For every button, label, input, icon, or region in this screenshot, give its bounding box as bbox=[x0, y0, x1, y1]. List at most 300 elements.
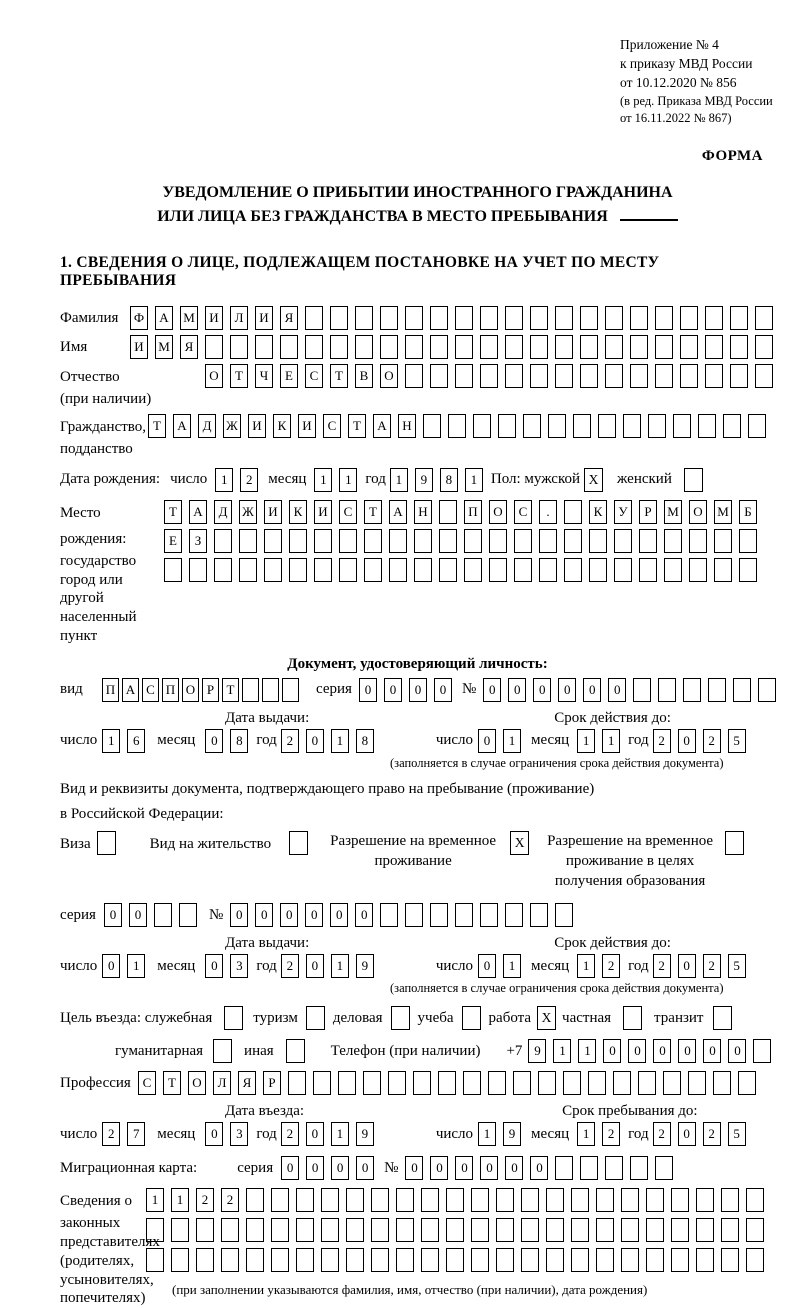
char-cell[interactable]: 1 bbox=[331, 1122, 349, 1146]
char-cell[interactable]: 0 bbox=[405, 1156, 423, 1180]
char-cell[interactable] bbox=[371, 1248, 389, 1272]
char-cell[interactable] bbox=[514, 529, 532, 553]
char-cell[interactable]: . bbox=[539, 500, 557, 524]
char-cell[interactable] bbox=[339, 529, 357, 553]
char-cell[interactable] bbox=[405, 306, 423, 330]
char-cell[interactable]: Т bbox=[164, 500, 182, 524]
char-cell[interactable] bbox=[221, 1248, 239, 1272]
char-cell[interactable]: 1 bbox=[553, 1039, 571, 1063]
char-cell[interactable]: А bbox=[189, 500, 207, 524]
char-cell[interactable]: 0 bbox=[230, 903, 248, 927]
char-cell[interactable] bbox=[673, 414, 691, 438]
char-cell[interactable] bbox=[338, 1071, 356, 1095]
char-cell[interactable]: Я bbox=[280, 306, 298, 330]
char-cell[interactable] bbox=[621, 1248, 639, 1272]
char-cell[interactable]: 2 bbox=[653, 1122, 671, 1146]
char-cell[interactable] bbox=[480, 364, 498, 388]
char-cell[interactable]: 0 bbox=[305, 903, 323, 927]
char-cell[interactable]: 0 bbox=[678, 1122, 696, 1146]
char-cell[interactable] bbox=[355, 335, 373, 359]
purpose-private-checkbox[interactable] bbox=[623, 1006, 642, 1030]
char-cell[interactable]: 9 bbox=[415, 468, 433, 492]
char-cell[interactable] bbox=[505, 364, 523, 388]
char-cell[interactable] bbox=[555, 306, 573, 330]
char-cell[interactable]: 1 bbox=[331, 729, 349, 753]
char-cell[interactable] bbox=[171, 1248, 189, 1272]
char-cell[interactable]: А bbox=[389, 500, 407, 524]
char-cell[interactable]: 0 bbox=[409, 678, 427, 702]
char-cell[interactable]: 9 bbox=[503, 1122, 521, 1146]
char-cell[interactable] bbox=[464, 529, 482, 553]
char-cell[interactable] bbox=[439, 500, 457, 524]
char-cell[interactable] bbox=[708, 678, 726, 702]
char-cell[interactable] bbox=[413, 1071, 431, 1095]
char-cell[interactable]: И bbox=[205, 306, 223, 330]
char-cell[interactable] bbox=[639, 529, 657, 553]
char-cell[interactable]: Л bbox=[213, 1071, 231, 1095]
char-cell[interactable] bbox=[696, 1248, 714, 1272]
char-cell[interactable]: 2 bbox=[240, 468, 258, 492]
char-cell[interactable]: 0 bbox=[384, 678, 402, 702]
char-cell[interactable]: 2 bbox=[281, 1122, 299, 1146]
char-cell[interactable]: Е bbox=[280, 364, 298, 388]
char-cell[interactable] bbox=[688, 1071, 706, 1095]
char-cell[interactable]: 0 bbox=[583, 678, 601, 702]
char-cell[interactable] bbox=[721, 1248, 739, 1272]
char-cell[interactable]: И bbox=[248, 414, 266, 438]
char-cell[interactable]: 2 bbox=[102, 1122, 120, 1146]
char-cell[interactable] bbox=[598, 414, 616, 438]
char-cell[interactable]: 1 bbox=[171, 1188, 189, 1212]
char-cell[interactable]: 0 bbox=[280, 903, 298, 927]
char-cell[interactable]: О bbox=[380, 364, 398, 388]
purpose-business-checkbox[interactable] bbox=[391, 1006, 410, 1030]
char-cell[interactable]: У bbox=[614, 500, 632, 524]
char-cell[interactable]: А bbox=[373, 414, 391, 438]
char-cell[interactable]: 2 bbox=[703, 729, 721, 753]
char-cell[interactable] bbox=[580, 335, 598, 359]
char-cell[interactable]: 0 bbox=[678, 1039, 696, 1063]
char-cell[interactable]: 1 bbox=[503, 729, 521, 753]
char-cell[interactable] bbox=[758, 678, 776, 702]
char-cell[interactable]: Т bbox=[364, 500, 382, 524]
char-cell[interactable] bbox=[689, 529, 707, 553]
char-cell[interactable] bbox=[446, 1188, 464, 1212]
char-cell[interactable]: О bbox=[689, 500, 707, 524]
char-cell[interactable]: 7 bbox=[127, 1122, 145, 1146]
char-cell[interactable]: 0 bbox=[478, 729, 496, 753]
char-cell[interactable] bbox=[623, 414, 641, 438]
char-cell[interactable]: С bbox=[305, 364, 323, 388]
purpose-humanitarian-checkbox[interactable] bbox=[213, 1039, 232, 1063]
char-cell[interactable] bbox=[364, 529, 382, 553]
char-cell[interactable]: 0 bbox=[102, 954, 120, 978]
char-cell[interactable]: 0 bbox=[306, 954, 324, 978]
char-cell[interactable] bbox=[388, 1071, 406, 1095]
char-cell[interactable] bbox=[655, 306, 673, 330]
char-cell[interactable] bbox=[214, 529, 232, 553]
char-cell[interactable] bbox=[589, 529, 607, 553]
char-cell[interactable] bbox=[705, 335, 723, 359]
char-cell[interactable]: 0 bbox=[434, 678, 452, 702]
char-cell[interactable]: 0 bbox=[478, 954, 496, 978]
char-cell[interactable] bbox=[389, 529, 407, 553]
char-cell[interactable] bbox=[423, 414, 441, 438]
sex-female-checkbox[interactable] bbox=[684, 468, 703, 492]
char-cell[interactable] bbox=[455, 903, 473, 927]
char-cell[interactable] bbox=[580, 1156, 598, 1180]
char-cell[interactable]: 1 bbox=[331, 954, 349, 978]
char-cell[interactable]: 2 bbox=[221, 1188, 239, 1212]
char-cell[interactable] bbox=[396, 1248, 414, 1272]
char-cell[interactable] bbox=[430, 903, 448, 927]
char-cell[interactable] bbox=[421, 1218, 439, 1242]
char-cell[interactable]: Ч bbox=[255, 364, 273, 388]
char-cell[interactable]: 1 bbox=[314, 468, 332, 492]
char-cell[interactable] bbox=[446, 1248, 464, 1272]
char-cell[interactable] bbox=[683, 678, 701, 702]
char-cell[interactable] bbox=[739, 529, 757, 553]
char-cell[interactable] bbox=[555, 335, 573, 359]
char-cell[interactable] bbox=[571, 1248, 589, 1272]
char-cell[interactable] bbox=[663, 1071, 681, 1095]
char-cell[interactable] bbox=[723, 414, 741, 438]
char-cell[interactable] bbox=[564, 529, 582, 553]
char-cell[interactable] bbox=[271, 1218, 289, 1242]
char-cell[interactable] bbox=[414, 558, 432, 582]
char-cell[interactable] bbox=[630, 335, 648, 359]
char-cell[interactable]: 1 bbox=[578, 1039, 596, 1063]
char-cell[interactable] bbox=[214, 558, 232, 582]
char-cell[interactable]: 1 bbox=[102, 729, 120, 753]
char-cell[interactable] bbox=[546, 1188, 564, 1212]
char-cell[interactable] bbox=[380, 306, 398, 330]
char-cell[interactable] bbox=[564, 558, 582, 582]
char-cell[interactable] bbox=[346, 1248, 364, 1272]
char-cell[interactable]: Т bbox=[230, 364, 248, 388]
char-cell[interactable]: 0 bbox=[205, 1122, 223, 1146]
char-cell[interactable]: П bbox=[162, 678, 179, 702]
char-cell[interactable] bbox=[621, 1188, 639, 1212]
char-cell[interactable]: Р bbox=[202, 678, 219, 702]
char-cell[interactable]: 6 bbox=[127, 729, 145, 753]
char-cell[interactable] bbox=[605, 335, 623, 359]
char-cell[interactable] bbox=[746, 1188, 764, 1212]
char-cell[interactable] bbox=[296, 1218, 314, 1242]
char-cell[interactable]: И bbox=[298, 414, 316, 438]
char-cell[interactable]: 3 bbox=[230, 1122, 248, 1146]
char-cell[interactable] bbox=[471, 1248, 489, 1272]
char-cell[interactable] bbox=[421, 1248, 439, 1272]
char-cell[interactable] bbox=[262, 678, 279, 702]
char-cell[interactable] bbox=[396, 1218, 414, 1242]
char-cell[interactable]: 1 bbox=[577, 1122, 595, 1146]
char-cell[interactable]: 2 bbox=[653, 954, 671, 978]
char-cell[interactable]: 1 bbox=[339, 468, 357, 492]
char-cell[interactable] bbox=[405, 364, 423, 388]
char-cell[interactable] bbox=[733, 678, 751, 702]
char-cell[interactable] bbox=[446, 1218, 464, 1242]
char-cell[interactable]: 2 bbox=[281, 954, 299, 978]
char-cell[interactable] bbox=[296, 1248, 314, 1272]
char-cell[interactable] bbox=[321, 1218, 339, 1242]
char-cell[interactable]: М bbox=[180, 306, 198, 330]
char-cell[interactable]: И bbox=[314, 500, 332, 524]
char-cell[interactable] bbox=[680, 335, 698, 359]
char-cell[interactable]: 0 bbox=[558, 678, 576, 702]
char-cell[interactable] bbox=[498, 414, 516, 438]
char-cell[interactable]: 1 bbox=[503, 954, 521, 978]
char-cell[interactable] bbox=[196, 1248, 214, 1272]
char-cell[interactable]: 0 bbox=[330, 903, 348, 927]
char-cell[interactable]: 0 bbox=[129, 903, 147, 927]
char-cell[interactable] bbox=[255, 335, 273, 359]
char-cell[interactable]: Т bbox=[163, 1071, 181, 1095]
char-cell[interactable] bbox=[189, 558, 207, 582]
char-cell[interactable]: Ж bbox=[239, 500, 257, 524]
char-cell[interactable]: Т bbox=[348, 414, 366, 438]
char-cell[interactable] bbox=[480, 903, 498, 927]
char-cell[interactable] bbox=[171, 1218, 189, 1242]
char-cell[interactable] bbox=[396, 1188, 414, 1212]
char-cell[interactable]: 0 bbox=[628, 1039, 646, 1063]
char-cell[interactable] bbox=[671, 1248, 689, 1272]
char-cell[interactable] bbox=[605, 306, 623, 330]
char-cell[interactable] bbox=[314, 529, 332, 553]
char-cell[interactable]: 0 bbox=[306, 1156, 324, 1180]
char-cell[interactable]: П bbox=[102, 678, 119, 702]
char-cell[interactable] bbox=[523, 414, 541, 438]
char-cell[interactable] bbox=[514, 558, 532, 582]
char-cell[interactable] bbox=[630, 306, 648, 330]
char-cell[interactable] bbox=[430, 335, 448, 359]
char-cell[interactable]: М bbox=[664, 500, 682, 524]
char-cell[interactable]: Д bbox=[198, 414, 216, 438]
purpose-official-checkbox[interactable] bbox=[224, 1006, 243, 1030]
char-cell[interactable]: 0 bbox=[306, 1122, 324, 1146]
char-cell[interactable] bbox=[705, 306, 723, 330]
char-cell[interactable] bbox=[730, 364, 748, 388]
char-cell[interactable]: 0 bbox=[104, 903, 122, 927]
char-cell[interactable] bbox=[638, 1071, 656, 1095]
char-cell[interactable] bbox=[596, 1248, 614, 1272]
char-cell[interactable] bbox=[271, 1248, 289, 1272]
char-cell[interactable] bbox=[714, 529, 732, 553]
char-cell[interactable] bbox=[605, 364, 623, 388]
char-cell[interactable] bbox=[555, 364, 573, 388]
char-cell[interactable]: Н bbox=[414, 500, 432, 524]
char-cell[interactable]: Н bbox=[398, 414, 416, 438]
char-cell[interactable]: 1 bbox=[215, 468, 233, 492]
char-cell[interactable] bbox=[639, 558, 657, 582]
char-cell[interactable] bbox=[538, 1071, 556, 1095]
char-cell[interactable] bbox=[179, 903, 197, 927]
char-cell[interactable] bbox=[164, 558, 182, 582]
char-cell[interactable] bbox=[380, 335, 398, 359]
char-cell[interactable]: Р bbox=[263, 1071, 281, 1095]
char-cell[interactable]: 0 bbox=[508, 678, 526, 702]
char-cell[interactable] bbox=[555, 903, 573, 927]
char-cell[interactable] bbox=[230, 335, 248, 359]
char-cell[interactable]: 2 bbox=[703, 1122, 721, 1146]
char-cell[interactable] bbox=[430, 306, 448, 330]
char-cell[interactable] bbox=[530, 903, 548, 927]
char-cell[interactable]: 0 bbox=[355, 903, 373, 927]
char-cell[interactable] bbox=[630, 1156, 648, 1180]
char-cell[interactable] bbox=[655, 335, 673, 359]
char-cell[interactable] bbox=[380, 903, 398, 927]
char-cell[interactable] bbox=[242, 678, 259, 702]
char-cell[interactable] bbox=[496, 1188, 514, 1212]
char-cell[interactable] bbox=[405, 335, 423, 359]
char-cell[interactable] bbox=[339, 558, 357, 582]
char-cell[interactable]: 0 bbox=[306, 729, 324, 753]
char-cell[interactable] bbox=[698, 414, 716, 438]
char-cell[interactable]: З bbox=[189, 529, 207, 553]
edu-permit-checkbox[interactable] bbox=[725, 831, 744, 855]
char-cell[interactable] bbox=[655, 364, 673, 388]
char-cell[interactable] bbox=[571, 1218, 589, 1242]
char-cell[interactable] bbox=[289, 558, 307, 582]
char-cell[interactable]: П bbox=[464, 500, 482, 524]
char-cell[interactable] bbox=[488, 1071, 506, 1095]
residence-permit-checkbox[interactable] bbox=[289, 831, 308, 855]
sex-male-checkbox[interactable]: X bbox=[584, 468, 603, 492]
char-cell[interactable] bbox=[196, 1218, 214, 1242]
char-cell[interactable] bbox=[530, 306, 548, 330]
char-cell[interactable] bbox=[505, 335, 523, 359]
char-cell[interactable] bbox=[696, 1188, 714, 1212]
visa-checkbox[interactable] bbox=[97, 831, 116, 855]
char-cell[interactable] bbox=[280, 335, 298, 359]
char-cell[interactable]: 0 bbox=[603, 1039, 621, 1063]
char-cell[interactable] bbox=[455, 335, 473, 359]
char-cell[interactable]: К bbox=[589, 500, 607, 524]
char-cell[interactable] bbox=[364, 558, 382, 582]
purpose-other-checkbox[interactable] bbox=[286, 1039, 305, 1063]
char-cell[interactable] bbox=[421, 1188, 439, 1212]
char-cell[interactable] bbox=[696, 1218, 714, 1242]
char-cell[interactable] bbox=[405, 903, 423, 927]
char-cell[interactable]: 0 bbox=[480, 1156, 498, 1180]
char-cell[interactable] bbox=[521, 1218, 539, 1242]
char-cell[interactable] bbox=[239, 558, 257, 582]
char-cell[interactable] bbox=[439, 558, 457, 582]
char-cell[interactable] bbox=[664, 558, 682, 582]
char-cell[interactable]: 0 bbox=[530, 1156, 548, 1180]
char-cell[interactable]: С bbox=[323, 414, 341, 438]
char-cell[interactable] bbox=[264, 558, 282, 582]
char-cell[interactable] bbox=[755, 335, 773, 359]
char-cell[interactable]: 2 bbox=[281, 729, 299, 753]
char-cell[interactable] bbox=[455, 306, 473, 330]
char-cell[interactable] bbox=[439, 529, 457, 553]
char-cell[interactable]: А bbox=[155, 306, 173, 330]
char-cell[interactable]: 5 bbox=[728, 729, 746, 753]
char-cell[interactable] bbox=[146, 1218, 164, 1242]
char-cell[interactable]: 0 bbox=[483, 678, 501, 702]
char-cell[interactable] bbox=[755, 306, 773, 330]
char-cell[interactable]: 1 bbox=[127, 954, 145, 978]
char-cell[interactable] bbox=[363, 1071, 381, 1095]
char-cell[interactable]: 0 bbox=[703, 1039, 721, 1063]
char-cell[interactable] bbox=[371, 1188, 389, 1212]
char-cell[interactable] bbox=[596, 1218, 614, 1242]
char-cell[interactable]: 2 bbox=[196, 1188, 214, 1212]
char-cell[interactable] bbox=[633, 678, 651, 702]
char-cell[interactable]: С bbox=[514, 500, 532, 524]
char-cell[interactable]: С bbox=[339, 500, 357, 524]
char-cell[interactable] bbox=[346, 1218, 364, 1242]
char-cell[interactable] bbox=[738, 1071, 756, 1095]
char-cell[interactable]: 0 bbox=[331, 1156, 349, 1180]
char-cell[interactable] bbox=[239, 529, 257, 553]
char-cell[interactable] bbox=[746, 1248, 764, 1272]
char-cell[interactable]: 9 bbox=[356, 1122, 374, 1146]
char-cell[interactable]: 0 bbox=[430, 1156, 448, 1180]
char-cell[interactable] bbox=[288, 1071, 306, 1095]
char-cell[interactable] bbox=[473, 414, 491, 438]
char-cell[interactable]: 1 bbox=[577, 954, 595, 978]
char-cell[interactable] bbox=[448, 414, 466, 438]
char-cell[interactable] bbox=[371, 1218, 389, 1242]
char-cell[interactable] bbox=[646, 1218, 664, 1242]
char-cell[interactable] bbox=[705, 364, 723, 388]
char-cell[interactable] bbox=[389, 558, 407, 582]
char-cell[interactable]: 2 bbox=[602, 954, 620, 978]
char-cell[interactable] bbox=[154, 903, 172, 927]
char-cell[interactable] bbox=[530, 364, 548, 388]
char-cell[interactable] bbox=[546, 1248, 564, 1272]
char-cell[interactable]: 8 bbox=[356, 729, 374, 753]
char-cell[interactable]: Д bbox=[214, 500, 232, 524]
char-cell[interactable] bbox=[305, 306, 323, 330]
char-cell[interactable] bbox=[605, 1156, 623, 1180]
char-cell[interactable] bbox=[314, 558, 332, 582]
char-cell[interactable] bbox=[346, 1188, 364, 1212]
char-cell[interactable]: 9 bbox=[356, 954, 374, 978]
char-cell[interactable] bbox=[589, 558, 607, 582]
purpose-work-checkbox[interactable]: X bbox=[537, 1006, 556, 1030]
char-cell[interactable] bbox=[614, 558, 632, 582]
char-cell[interactable] bbox=[480, 306, 498, 330]
char-cell[interactable]: 9 bbox=[528, 1039, 546, 1063]
char-cell[interactable] bbox=[496, 1218, 514, 1242]
purpose-tourism-checkbox[interactable] bbox=[306, 1006, 325, 1030]
char-cell[interactable]: В bbox=[355, 364, 373, 388]
char-cell[interactable] bbox=[539, 529, 557, 553]
char-cell[interactable]: 0 bbox=[359, 678, 377, 702]
char-cell[interactable]: 8 bbox=[440, 468, 458, 492]
char-cell[interactable] bbox=[755, 364, 773, 388]
char-cell[interactable]: Р bbox=[639, 500, 657, 524]
char-cell[interactable]: 1 bbox=[478, 1122, 496, 1146]
char-cell[interactable] bbox=[463, 1071, 481, 1095]
char-cell[interactable] bbox=[746, 1218, 764, 1242]
char-cell[interactable] bbox=[680, 364, 698, 388]
char-cell[interactable] bbox=[613, 1071, 631, 1095]
char-cell[interactable]: Ф bbox=[130, 306, 148, 330]
char-cell[interactable] bbox=[513, 1071, 531, 1095]
char-cell[interactable] bbox=[621, 1218, 639, 1242]
char-cell[interactable] bbox=[614, 529, 632, 553]
char-cell[interactable] bbox=[571, 1188, 589, 1212]
char-cell[interactable]: Я bbox=[180, 335, 198, 359]
temp-permit-checkbox[interactable]: X bbox=[510, 831, 529, 855]
char-cell[interactable]: 1 bbox=[390, 468, 408, 492]
char-cell[interactable]: О bbox=[188, 1071, 206, 1095]
char-cell[interactable]: 8 bbox=[230, 729, 248, 753]
